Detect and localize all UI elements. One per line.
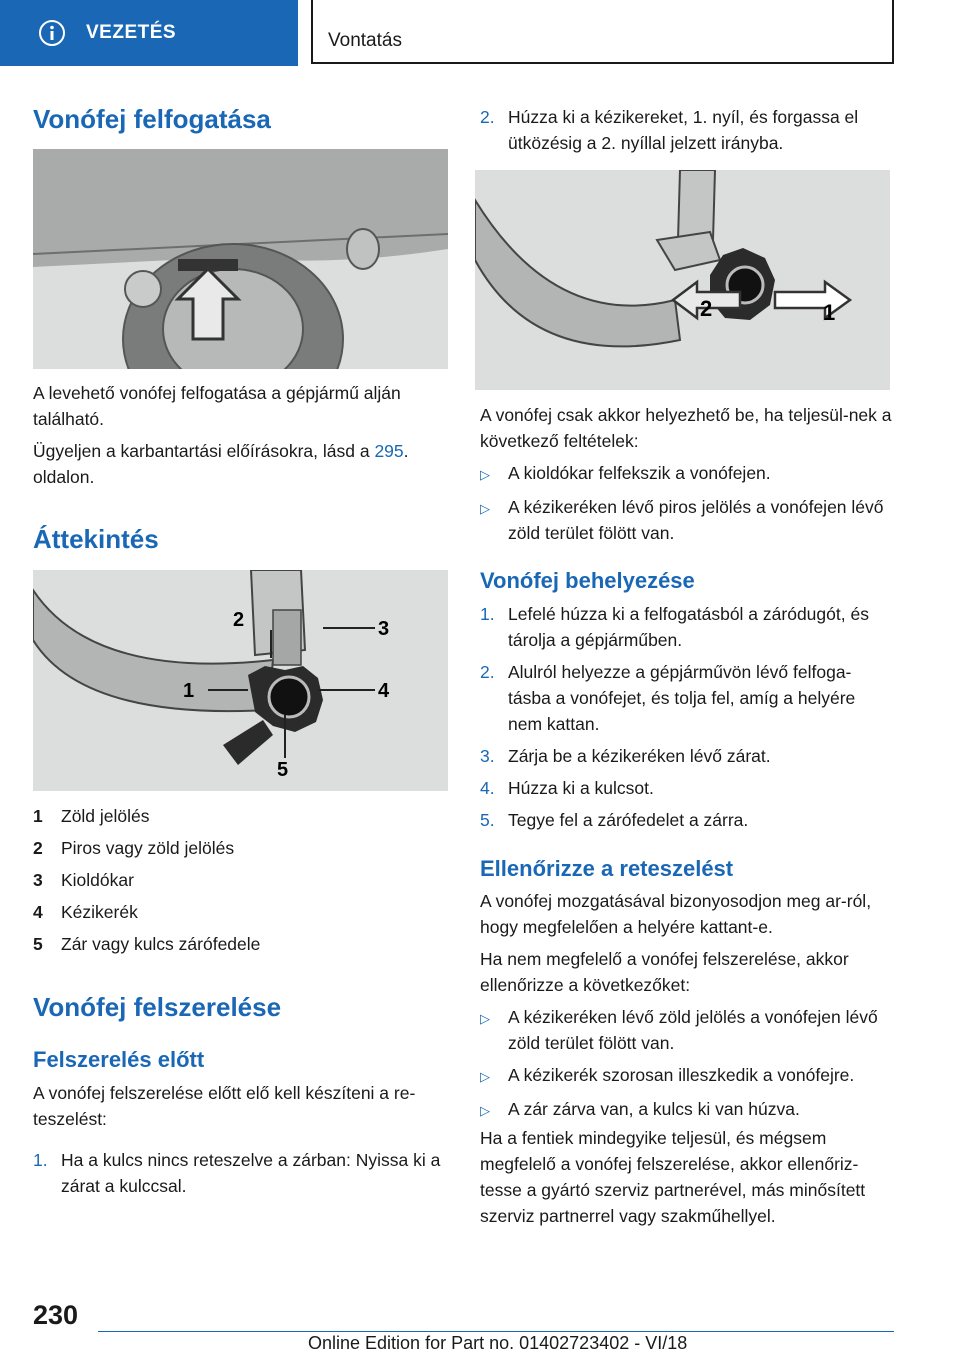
- list-item: [480, 659, 892, 737]
- legend-item: [33, 803, 448, 829]
- triangle-bullet-icon: ▷: [480, 1011, 490, 1026]
- edition-text: Online Edition for Part no. 01402723402 - VI/18: [308, 1333, 688, 1353]
- triangle-bullet-icon: ▷: [480, 501, 490, 516]
- step-text: Alulról helyezze a gépjárművön lévő felfoga-tásba a vonófejet, és tolja fel, amíg a helyére nem kattan.: [508, 662, 856, 734]
- page-link-295[interactable]: 295: [374, 441, 404, 461]
- heading-attekintes: Áttekintés: [33, 524, 159, 554]
- list-item: [480, 1096, 892, 1124]
- step-text: Lefelé húzza ki a felfogatásból a záródugót, és tárolja a gépjárműben.: [508, 604, 869, 650]
- step-number: 4.: [480, 778, 495, 798]
- prep-steps-continued: [480, 104, 892, 162]
- step-number: 3.: [480, 746, 495, 766]
- info-icon: [38, 19, 66, 47]
- arrow-label-2: 2: [700, 296, 713, 321]
- figure-hitch-mount: [33, 149, 448, 369]
- list-item: [480, 104, 892, 156]
- callout-5: 5: [277, 759, 289, 781]
- heading-vonofej-felszerelese: Vonófej felszerelése: [33, 992, 282, 1022]
- check-text-2: Ha nem megfelelő a vonófej felszerelése, akkor ellenőrizze a következőket:: [480, 949, 849, 995]
- figure-overview: [33, 570, 448, 791]
- list-item: [480, 460, 892, 488]
- check-item-text: A kézikeréken lévő zöld jelölés a vonófejen lévő zöld terület fölött van.: [508, 1007, 878, 1053]
- legend-item: [33, 835, 448, 861]
- step-number: 5.: [480, 810, 495, 830]
- subheading-ellenorizze: Ellenőrizze a reteszelést: [480, 856, 734, 881]
- step-text: Húzza ki a kézikereket, 1. nyíl, és forgassa el ütközésig a 2. nyíllal jelzett irányba.: [508, 107, 859, 153]
- insert-steps: [480, 601, 892, 839]
- prep-text: A vonófej felszerelése előtt elő kell készíteni a re-teszelést:: [33, 1083, 416, 1129]
- legend-key: 3: [33, 870, 43, 890]
- triangle-bullet-icon: ▷: [480, 1103, 490, 1118]
- fig1-caption: A levehető vonófej felfogatása a gépjármű alján található.: [33, 383, 401, 429]
- legend-text: Zöld jelölés: [61, 806, 150, 826]
- list-item: [480, 494, 892, 546]
- check-item-text: A zár zárva van, a kulcs ki van húzva.: [508, 1099, 800, 1119]
- callout-2: 2: [233, 609, 245, 631]
- legend-text: Kézikerék: [61, 902, 138, 922]
- legend-key: 1: [33, 806, 43, 826]
- step-number: 2.: [480, 662, 495, 682]
- step-number: 1.: [33, 1150, 48, 1170]
- legend-text: Zár vagy kulcs zárófedele: [61, 934, 261, 954]
- footer-divider: [98, 1331, 894, 1332]
- step-text: Ha a kulcs nincs reteszelve a zárban: Nyissa ki a zárat a kulccsal.: [61, 1150, 441, 1196]
- conditions-list: [480, 460, 892, 552]
- step-text: Zárja be a kézikeréken lévő zárat.: [508, 746, 771, 766]
- step-number: 2.: [480, 107, 495, 127]
- maintenance-note: [33, 438, 448, 490]
- handwheel-illustration: [475, 170, 890, 390]
- check-item-text: A kézikerék szorosan illeszkedik a vonófejre.: [508, 1065, 855, 1085]
- step-text: Húzza ki a kulcsot.: [508, 778, 654, 798]
- legend-text: Piros vagy zöld jelölés: [61, 838, 235, 858]
- header-section-tab: [0, 0, 298, 66]
- list-item: [480, 775, 892, 801]
- step-number: 1.: [480, 604, 495, 624]
- list-item: [480, 743, 892, 769]
- condition-text: A kioldókar felfekszik a vonófejen.: [508, 463, 771, 483]
- list-item: [33, 1147, 448, 1199]
- legend-item: [33, 931, 448, 957]
- subheading-vonofej-behelyezese: Vonófej behelyezése: [480, 568, 695, 593]
- maintenance-note-suffix: . oldalon.: [33, 441, 409, 487]
- header-chapter: [311, 0, 894, 64]
- page-number: 230: [33, 1300, 79, 1330]
- callout-4: 4: [378, 680, 390, 702]
- subheading-felszereles-elott: Felszerelés előtt: [33, 1047, 205, 1072]
- condition-intro: A vonófej csak akkor helyezhető be, ha teljesül-nek a következő feltételek:: [480, 405, 892, 451]
- maintenance-note-text: Ügyeljen a karbantartási előírásokra, lásd a: [33, 441, 375, 461]
- callout-1: 1: [183, 680, 195, 702]
- triangle-bullet-icon: ▷: [480, 1069, 490, 1084]
- heading-vonofej-felfogatasa: Vonófej felfogatása: [33, 104, 271, 134]
- condition-text: A kézikeréken lévő piros jelölés a vonófejen lévő zöld terület fölött van.: [508, 497, 884, 543]
- figure-handwheel: [475, 170, 890, 390]
- chapter-title: Vontatás: [328, 30, 402, 51]
- footer-edition: [308, 1333, 687, 1354]
- checks-list: [480, 1004, 892, 1130]
- legend-text: Kioldókar: [61, 870, 134, 890]
- callout-3: 3: [378, 618, 390, 640]
- arrow-label-1: 1: [823, 300, 836, 325]
- section-label: VEZETÉS: [86, 22, 177, 43]
- triangle-bullet-icon: ▷: [480, 467, 490, 482]
- legend-item: [33, 867, 448, 893]
- legend-key: 5: [33, 934, 43, 954]
- overview-legend: [33, 803, 448, 963]
- check-text-1: A vonófej mozgatásával bizonyosodjon meg ar-ról, hogy megfelelően a helyére kattant-e.: [480, 891, 872, 937]
- prep-steps: [33, 1147, 448, 1205]
- hitch-mount-illustration: [33, 149, 448, 369]
- list-item: [480, 601, 892, 653]
- step-text: Tegye fel a zárófedelet a zárra.: [508, 810, 749, 830]
- legend-item: [33, 899, 448, 925]
- final-text: Ha a fentiek mindegyike teljesül, és mégsem megfelelő a vonófej felszerelése, akkor ellenőriz-tesse a gyártó szerviz partnerével, más minősített szerviz partnerrel vagy szakműhellyel.: [480, 1128, 866, 1226]
- list-item: [480, 807, 892, 833]
- legend-key: 4: [33, 902, 43, 922]
- legend-key: 2: [33, 838, 43, 858]
- overview-illustration: [33, 570, 448, 791]
- list-item: [480, 1004, 892, 1056]
- list-item: [480, 1062, 892, 1090]
